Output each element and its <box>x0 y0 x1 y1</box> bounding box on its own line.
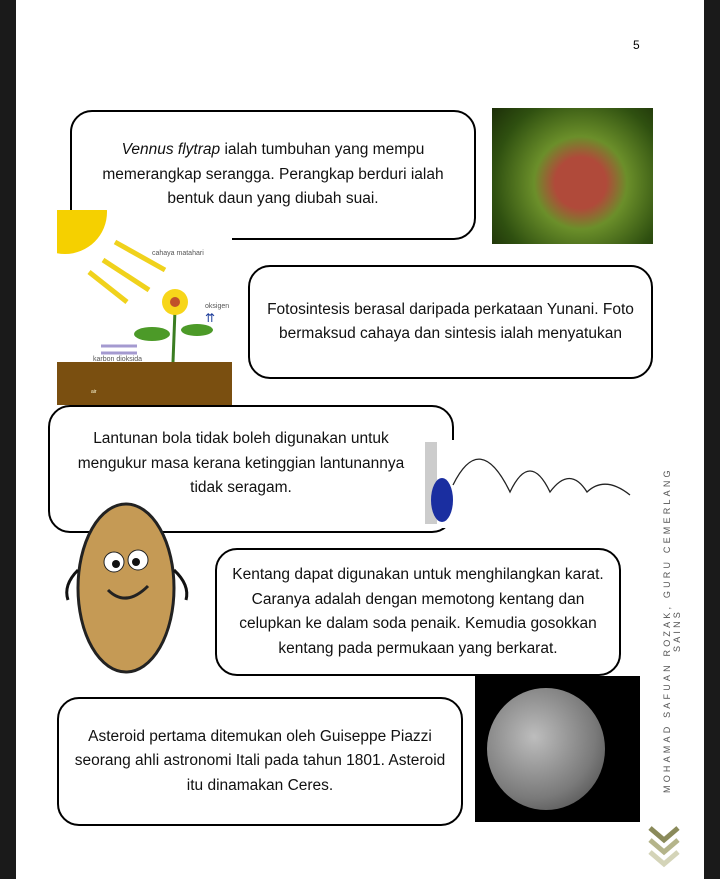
potato-cartoon <box>48 500 206 678</box>
fact-text: Kentang dapat digunakan untuk menghilangkan karat. Caranya adalah dengan memotong kentang dan celupkan ke dalam soda penaik. Kemudia gosokkan kentang pada permukaan yang berkarat. <box>232 566 604 657</box>
label-sunlight: cahaya matahari <box>152 250 204 257</box>
bouncing-ball-graph <box>425 440 640 528</box>
ceres-asteroid <box>487 688 605 810</box>
page-number: 5 <box>633 38 640 52</box>
page <box>16 0 704 879</box>
fact-text: ialah tumbuhan yang mempu memerangkap serangga. Perangkap berduri ialah bentuk daun yang diubah suai. <box>102 141 444 208</box>
fact-italic: Vennus flytrap <box>121 141 221 159</box>
photosynthesis-diagram <box>57 210 232 405</box>
fact-text: Asteroid pertama ditemukan oleh Guiseppe Piazzi seorang ahli astronomi Itali pada tahun 1801. Asteroid itu dinamakan Ceres. <box>74 727 446 794</box>
label-oxygen: oksigen <box>205 303 230 310</box>
chevron-down-icon <box>648 826 680 868</box>
svg-text:⇈: ⇈ <box>205 311 216 325</box>
fact-text: Fotosintesis berasal daripada perkataan Yunani. Foto bermaksud cahaya dan sintesis ialah menyatukan <box>267 300 634 342</box>
fact-text: Lantunan bola tidak boleh digunakan untuk mengukur masa kerana ketinggian lantunannya tidak seragam. <box>77 430 405 496</box>
fact-box-photosynthesis <box>248 265 653 379</box>
label-water: air <box>91 389 97 395</box>
author-sidebar: MOHAMAD SAFUAN ROZAK, GURU CEMERLANG SAINS <box>662 467 682 793</box>
ceres-image <box>475 676 640 822</box>
photosynthesis-illustration <box>57 210 232 405</box>
venus-flytrap-image <box>492 108 653 244</box>
bounce-curve <box>425 440 640 528</box>
potato-illustration <box>48 500 206 678</box>
label-co2: karbon dioksida <box>93 356 143 363</box>
fact-box-asteroid <box>57 697 463 826</box>
fact-box-potato-rust <box>215 548 621 676</box>
